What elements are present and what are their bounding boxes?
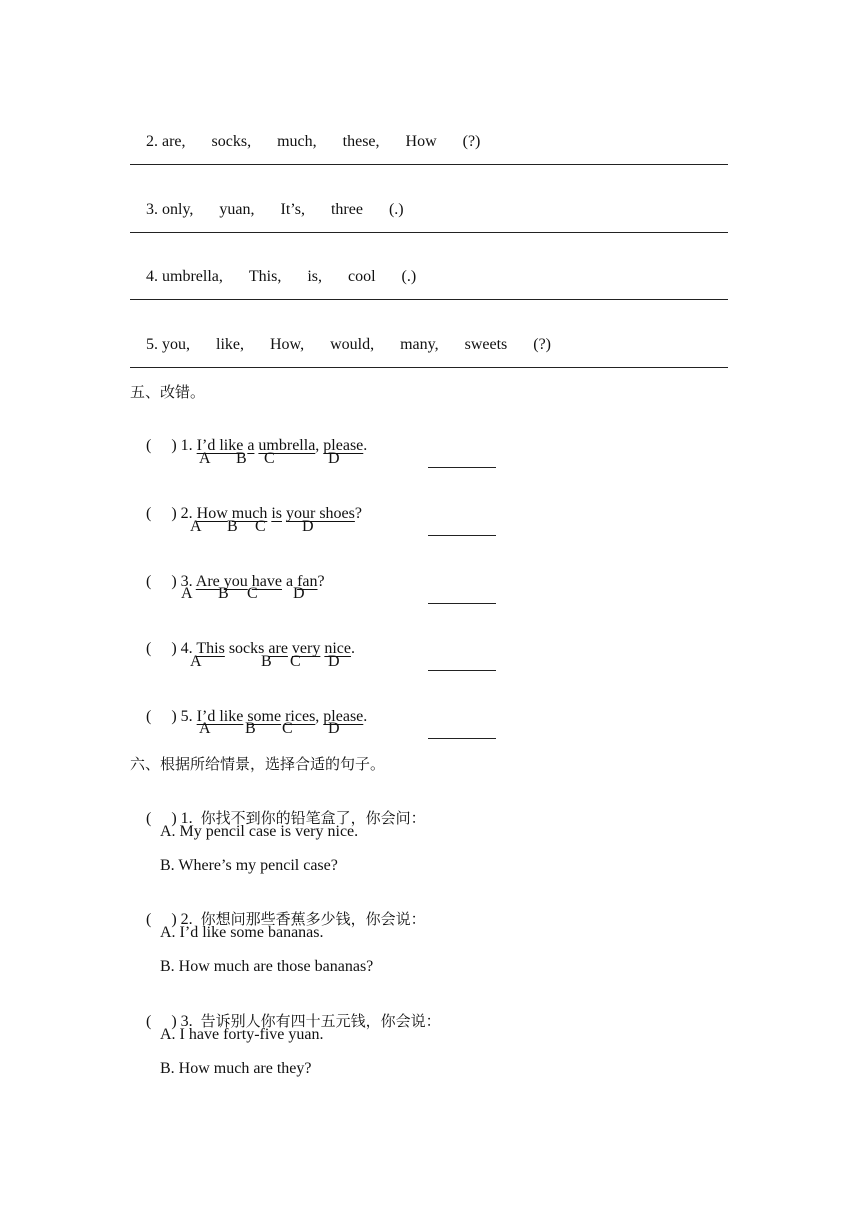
option-b: B. How much are those bananas? <box>160 958 374 975</box>
word: It’s, <box>280 201 305 218</box>
option-letter-d: D <box>302 518 314 535</box>
option-letter-c: C <box>264 450 275 467</box>
question-number: 2. <box>180 911 193 928</box>
option-letter-b: B <box>245 720 256 737</box>
question-3 <box>130 180 404 240</box>
answer-paren[interactable]: ( ) <box>146 708 177 725</box>
word: only, <box>162 201 194 218</box>
option-letter-d: D <box>328 720 340 737</box>
option-letter-d: D <box>328 653 340 670</box>
answer-paren[interactable]: ( ) <box>146 573 177 590</box>
underlined-part-a: I’d like <box>196 437 244 454</box>
error-item-2 <box>130 484 362 544</box>
word: three <box>330 201 363 218</box>
correction-blank[interactable] <box>428 738 496 739</box>
word: would, <box>330 336 375 353</box>
word: cool <box>348 268 376 285</box>
answer-line[interactable] <box>130 367 728 368</box>
option-a: A. I have forty-five yuan. <box>160 1026 324 1043</box>
underlined-part-d: nice <box>324 640 352 657</box>
option-letter-b: B <box>261 653 272 670</box>
option-letter-c: C <box>282 720 293 737</box>
question-2 <box>130 112 480 172</box>
question-prompt: 你找不到你的铅笔盒了，你会问： <box>200 809 426 827</box>
question-number: 1. <box>180 437 193 454</box>
correction-blank[interactable] <box>428 670 496 671</box>
underlined-part-a: I’d like <box>196 708 244 725</box>
answer-paren[interactable]: ( ) <box>146 437 177 454</box>
question-number: 4. <box>146 268 158 285</box>
answer-paren[interactable]: ( ) <box>146 1013 177 1030</box>
question-number: 5. <box>180 708 193 725</box>
section-title: 五、改错。 <box>130 383 206 401</box>
question-number: 3. <box>146 201 158 218</box>
option-letter-b: B <box>236 450 247 467</box>
error-item-3 <box>130 552 325 612</box>
underlined-part-c: rices <box>285 708 316 725</box>
punctuation-hint: (?) <box>462 133 481 150</box>
underlined-part-a: This <box>196 640 225 657</box>
question-number: 2. <box>146 133 158 150</box>
option-a: A. My pencil case is very nice. <box>160 823 359 840</box>
word: yuan, <box>219 201 255 218</box>
option-letter-b: B <box>227 518 238 535</box>
punctuation-hint: (.) <box>388 201 404 218</box>
question-number: 1. <box>180 810 193 827</box>
word: you, <box>162 336 190 353</box>
option-letter-a: A <box>199 450 211 467</box>
section-title: 六、根据所给情景，选择合适的句子。 <box>130 755 386 773</box>
underlined-part-d: please <box>323 708 364 725</box>
underlined-part-a: How <box>196 505 228 522</box>
word: umbrella, <box>162 268 223 285</box>
option-letter-d: D <box>293 585 305 602</box>
underlined-part-d: please <box>323 437 364 454</box>
option-letter-c: C <box>290 653 301 670</box>
word: sweets <box>464 336 508 353</box>
answer-line[interactable] <box>130 299 728 300</box>
underlined-part-b: a <box>247 437 255 454</box>
word: socks, <box>211 133 252 150</box>
word: How, <box>270 336 305 353</box>
word: much, <box>277 133 317 150</box>
text: ? <box>354 505 362 522</box>
question-4 <box>130 247 416 307</box>
answer-paren[interactable]: ( ) <box>146 640 177 657</box>
correction-blank[interactable] <box>428 535 496 536</box>
question-prompt: 告诉别人你有四十五元钱，你会说： <box>200 1012 441 1030</box>
question-number: 3. <box>180 573 193 590</box>
option-letter-c: C <box>247 585 258 602</box>
question-number: 2. <box>180 505 193 522</box>
correction-blank[interactable] <box>428 467 496 468</box>
underlined-part-c: have <box>251 573 282 590</box>
answer-paren[interactable]: ( ) <box>146 810 177 827</box>
punctuation-hint: (?) <box>533 336 552 353</box>
underlined-part-b: are <box>268 640 288 657</box>
text: ? <box>317 573 325 590</box>
underlined-part-b: some <box>247 708 282 725</box>
word: like, <box>216 336 244 353</box>
option-letter-a: A <box>181 585 193 602</box>
word: are, <box>162 133 186 150</box>
text: a <box>281 573 298 590</box>
question-5 <box>130 315 551 375</box>
word: these, <box>342 133 380 150</box>
underlined-part-c: very <box>291 640 321 657</box>
text: , <box>315 708 324 725</box>
underlined-part-d: your shoes <box>285 505 355 522</box>
error-item-4 <box>130 619 355 679</box>
text: , <box>315 437 324 454</box>
correction-blank[interactable] <box>428 603 496 604</box>
punctuation-hint: (.) <box>401 268 417 285</box>
underlined-part-d: fan <box>297 573 318 590</box>
question-number: 5. <box>146 336 158 353</box>
underlined-part-b: much <box>231 505 268 522</box>
question-number: 3. <box>180 1013 193 1030</box>
underlined-part-a: Are <box>195 573 220 590</box>
answer-paren[interactable]: ( ) <box>146 911 177 928</box>
option-letter-b: B <box>218 585 229 602</box>
underlined-part-c: is <box>271 505 282 522</box>
option-letter-d: D <box>328 450 340 467</box>
word: many, <box>400 336 439 353</box>
option-letter-a: A <box>190 653 202 670</box>
text: socks <box>224 640 269 657</box>
underlined-part-b: you <box>223 573 248 590</box>
option-b: B. Where’s my pencil case? <box>160 857 338 874</box>
error-item-5 <box>130 687 367 747</box>
option-a: A. I’d like some bananas. <box>160 924 324 941</box>
option-letter-c: C <box>255 518 266 535</box>
underlined-part-c: umbrella <box>258 437 316 454</box>
text: . <box>363 437 368 454</box>
answer-line[interactable] <box>130 232 728 233</box>
option-letter-a: A <box>190 518 202 535</box>
text: . <box>351 640 356 657</box>
answer-line[interactable] <box>130 164 728 165</box>
word: This, <box>248 268 282 285</box>
question-prompt: 你想问那些香蕉多少钱，你会说： <box>200 910 426 928</box>
text: . <box>363 708 368 725</box>
option-letter-a: A <box>199 720 211 737</box>
option-b: B. How much are they? <box>160 1060 312 1077</box>
word: How <box>405 133 437 150</box>
word: is, <box>307 268 322 285</box>
question-number: 4. <box>180 640 193 657</box>
answer-paren[interactable]: ( ) <box>146 505 177 522</box>
